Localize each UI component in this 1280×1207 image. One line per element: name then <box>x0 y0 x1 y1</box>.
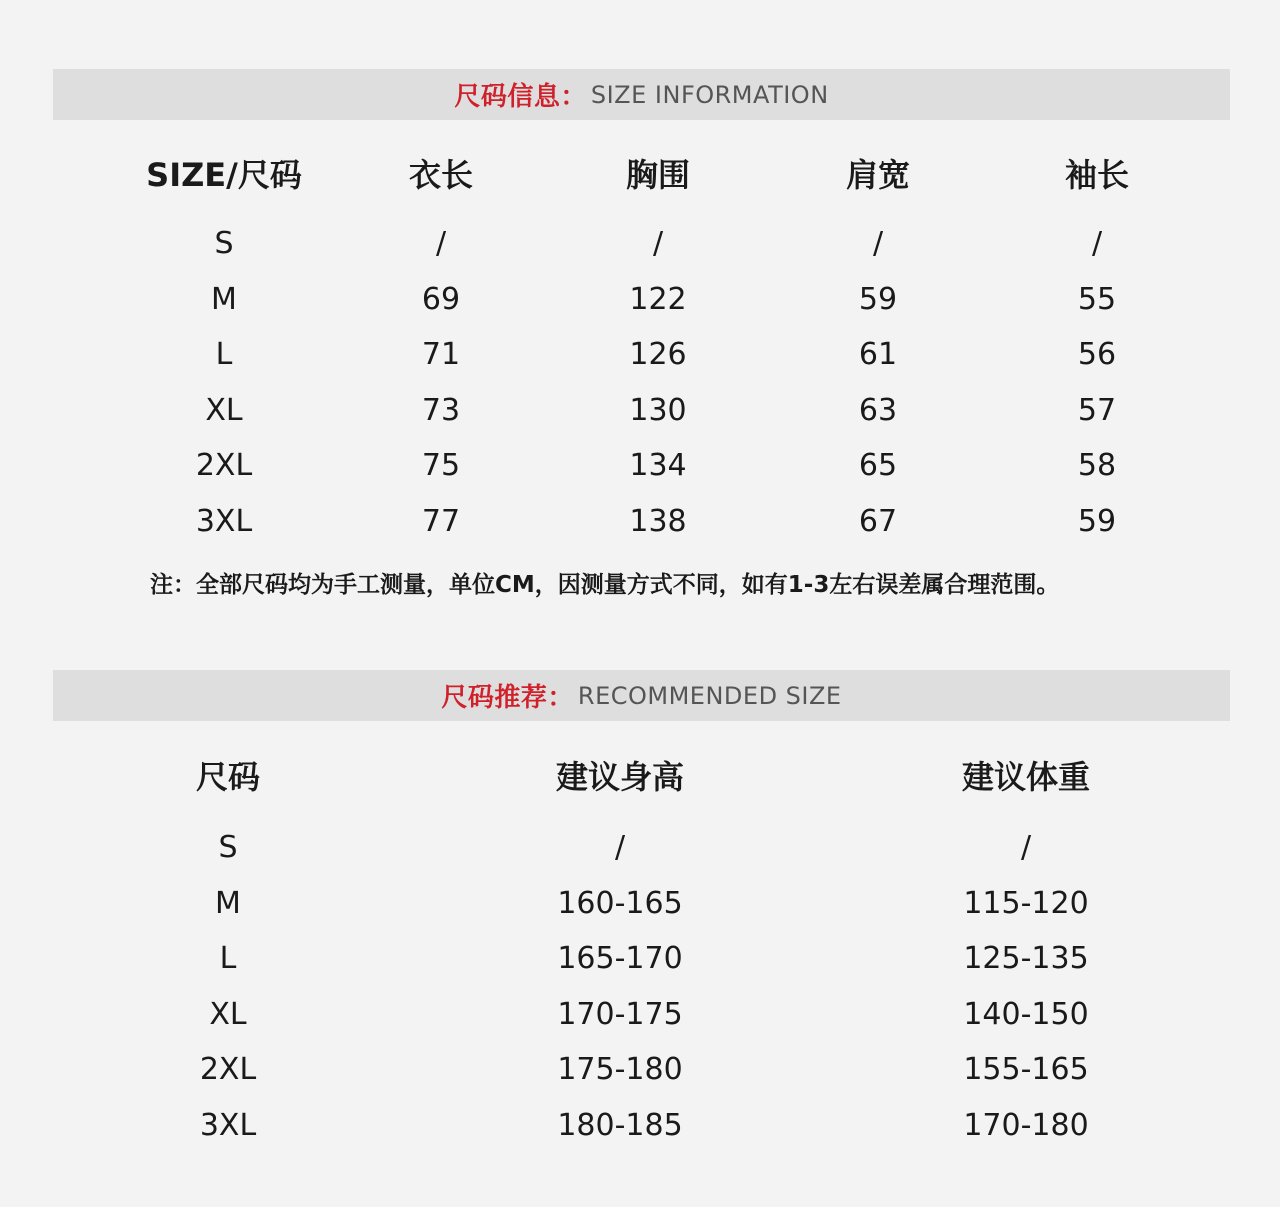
recommend-table-cell: 170-180 <box>963 1107 1089 1143</box>
size-information-banner <box>53 69 1230 120</box>
recommend-table-cell: 160-165 <box>557 885 683 921</box>
recommend-header-cell: 建议体重 <box>961 758 1091 796</box>
size-table-cell: XL <box>205 392 243 428</box>
recommended-size-banner <box>53 670 1230 721</box>
size-table-cell: 57 <box>1077 392 1117 428</box>
size-table-cell: S <box>214 226 234 261</box>
size-table-cell: 63 <box>858 392 898 428</box>
size-table-cell: 77 <box>421 503 461 539</box>
size-table-cell: / <box>652 226 664 261</box>
size-header-cell: 衣长 <box>408 156 474 194</box>
recommend-table-cell: / <box>614 830 626 865</box>
recommend-table-cell: 170-175 <box>557 996 683 1032</box>
recommend-table-cell: 125-135 <box>963 941 1089 976</box>
size-table-cell: 67 <box>858 503 898 539</box>
size-table-cell: 3XL <box>195 503 253 539</box>
size-table-cell: / <box>435 226 447 261</box>
recommend-table-cell: 3XL <box>199 1107 257 1143</box>
size-table-cell: / <box>872 226 884 261</box>
size-table-cell: 65 <box>858 448 898 483</box>
size-table-cell: 75 <box>421 448 461 483</box>
size-table-cell: 122 <box>629 281 687 317</box>
size-information-title-cn: 尺码信息： <box>454 82 587 112</box>
size-table-cell: 71 <box>421 337 461 372</box>
size-table-cell: 138 <box>629 503 687 539</box>
recommend-table-cell: M <box>215 885 241 921</box>
size-table-cell: 56 <box>1077 337 1117 372</box>
size-table-cell: 55 <box>1077 281 1117 317</box>
size-table-cell: 73 <box>421 392 461 428</box>
size-header-cell: 袖长 <box>1064 156 1130 194</box>
size-table-cell: M <box>211 281 237 317</box>
size-header-cell: 肩宽 <box>845 156 911 194</box>
size-table-cell: 69 <box>421 281 461 317</box>
size-table-cell: 59 <box>1077 503 1117 539</box>
size-table-cell: 2XL <box>195 448 253 483</box>
recommend-table-cell: 180-185 <box>557 1107 683 1143</box>
size-table-cell: 59 <box>858 281 898 317</box>
recommend-table-cell: 140-150 <box>963 996 1089 1032</box>
size-table-cell: 58 <box>1077 448 1117 483</box>
recommend-table-cell: 155-165 <box>963 1052 1089 1087</box>
measurement-note: 注：全部尺码均为手工测量，单位CM，因测量方式不同，如有1-3左右误差属合理范围。 <box>150 572 1060 598</box>
size-header-cell: 胸围 <box>625 156 691 194</box>
recommended-size-title-cn: 尺码推荐： <box>441 683 574 713</box>
size-information-title-en: SIZE INFORMATION <box>590 80 829 109</box>
recommend-table-cell: 115-120 <box>963 885 1089 921</box>
recommend-table-cell: 2XL <box>199 1052 257 1087</box>
size-header-cell: SIZE/尺码 <box>146 156 302 194</box>
size-table-cell: / <box>1091 226 1103 261</box>
recommended-size-title-en: RECOMMENDED SIZE <box>577 681 842 710</box>
recommend-table-cell: XL <box>209 996 247 1032</box>
size-table-cell: 61 <box>858 337 898 372</box>
recommend-table-cell: / <box>1020 830 1032 865</box>
recommend-header-cell: 尺码 <box>195 758 261 796</box>
recommend-table-cell: 175-180 <box>557 1052 683 1087</box>
recommend-table-cell: L <box>219 941 237 976</box>
recommend-table-cell: S <box>218 830 238 865</box>
recommend-header-cell: 建议身高 <box>555 758 685 796</box>
size-table-cell: L <box>215 337 233 372</box>
recommend-table-cell: 165-170 <box>557 941 683 976</box>
size-table-cell: 130 <box>629 392 687 428</box>
size-table-cell: 134 <box>629 448 687 483</box>
size-table-cell: 126 <box>629 337 687 372</box>
